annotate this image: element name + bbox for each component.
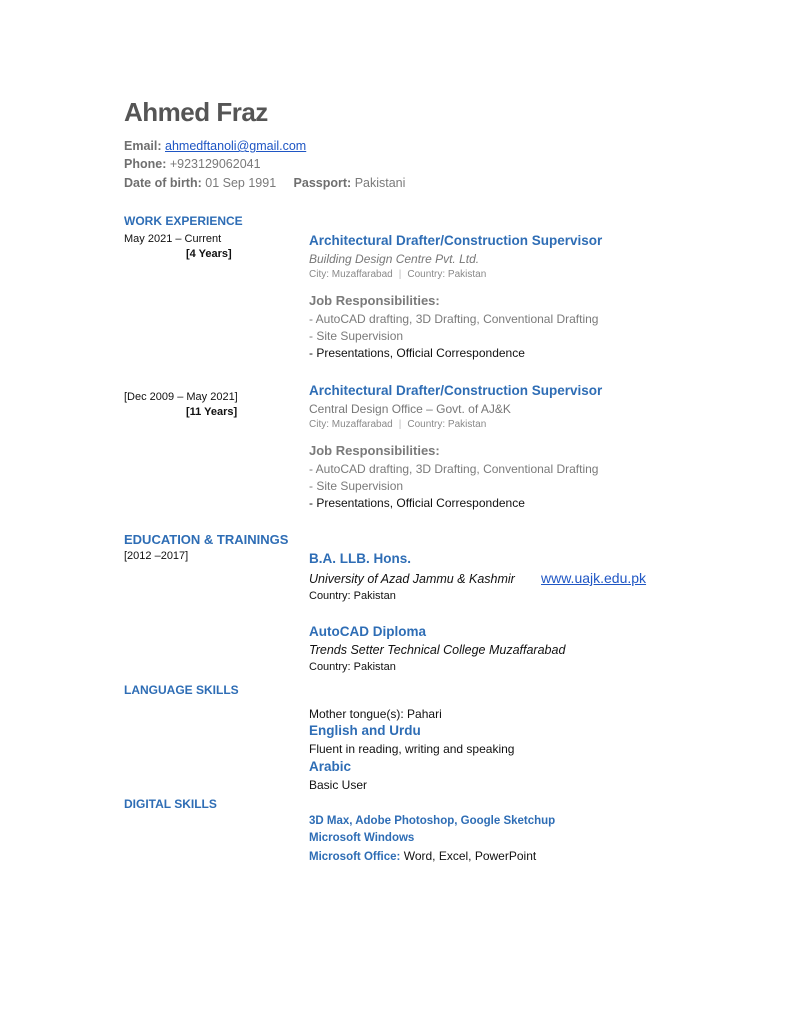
phone-line	[124, 157, 261, 171]
job-responsibilities-heading: Job Responsibilities:	[309, 443, 440, 458]
email-line	[124, 139, 306, 153]
job-employer: Building Design Centre Pvt. Ltd.	[309, 252, 480, 266]
language-title: Arabic	[309, 759, 352, 774]
dob-value: 01 Sep 1991	[205, 176, 277, 190]
education-title: AutoCAD Diploma	[309, 624, 426, 639]
job-title: Architectural Drafter/Construction Supervisor	[309, 383, 603, 398]
job-responsibility: - Presentations, Official Correspondence	[309, 496, 525, 510]
university-website-link[interactable]: www.uajk.edu.pk	[541, 570, 647, 586]
digital-skill-label: Microsoft Office:	[309, 851, 401, 863]
language-title: English and Urdu	[309, 723, 421, 738]
phone-value: +923129062041	[169, 157, 261, 171]
education-date: [2012 –2017]	[124, 550, 189, 562]
passport-label: Passport:	[293, 176, 352, 190]
dob-line	[124, 176, 405, 190]
passport-value: Pakistani	[354, 176, 406, 190]
education-heading: EDUCATION & TRAININGS	[124, 532, 289, 547]
job-date: May 2021 – Current	[124, 233, 222, 245]
job-country: Country: Pakistan	[407, 269, 487, 280]
education-institution: Trends Setter Technical College Muzaffarabad	[309, 643, 566, 657]
job-responsibility: - AutoCAD drafting, 3D Drafting, Conventional Drafting	[309, 462, 599, 476]
work-experience-heading: WORK EXPERIENCE	[124, 214, 243, 228]
job-responsibility: - Site Supervision	[309, 479, 404, 493]
digital-skills-heading: DIGITAL SKILLS	[124, 797, 217, 811]
language-level: Fluent in reading, writing and speaking	[309, 742, 515, 756]
education-country: Country: Pakistan	[309, 590, 396, 602]
language-skills-heading: LANGUAGE SKILLS	[124, 683, 239, 697]
education-country: Country: Pakistan	[309, 661, 396, 673]
job-responsibility: - AutoCAD drafting, 3D Drafting, Conventional Drafting	[309, 312, 599, 326]
email-label: Email:	[124, 139, 162, 153]
job-duration: [11 Years]	[186, 406, 238, 418]
job-duration: [4 Years]	[186, 248, 232, 260]
job-city: City: Muzaffarabad	[309, 269, 393, 280]
phone-label: Phone:	[124, 157, 167, 171]
job-location: City: Muzaffarabad | Country: Pakistan	[309, 269, 487, 280]
job-responsibilities-heading: Job Responsibilities:	[309, 293, 440, 308]
digital-skill	[309, 849, 536, 863]
digital-skill: 3D Max, Adobe Photoshop, Google Sketchup	[309, 815, 556, 827]
education-title: B.A. LLB. Hons.	[309, 551, 411, 566]
digital-skill-value: Word, Excel, PowerPoint	[400, 849, 537, 863]
dob-label: Date of birth:	[124, 176, 202, 190]
email-link[interactable]: ahmedftanoli@gmail.com	[165, 139, 307, 153]
candidate-name: Ahmed Fraz	[124, 97, 268, 127]
education-institution: University of Azad Jammu & Kashmir	[309, 572, 515, 586]
job-employer: Central Design Office – Govt. of AJ&K	[309, 402, 511, 416]
job-city: City: Muzaffarabad	[309, 419, 393, 430]
digital-skill: Microsoft Windows	[309, 832, 415, 844]
job-date: [Dec 2009 – May 2021]	[124, 391, 238, 403]
job-responsibility: - Site Supervision	[309, 329, 404, 343]
language-level: Basic User	[309, 778, 368, 792]
job-country: Country: Pakistan	[407, 419, 487, 430]
mother-tongue: Mother tongue(s): Pahari	[309, 707, 442, 721]
job-responsibility: - Presentations, Official Correspondence	[309, 346, 525, 360]
job-title: Architectural Drafter/Construction Supervisor	[309, 233, 603, 248]
job-location: City: Muzaffarabad | Country: Pakistan	[309, 419, 487, 430]
